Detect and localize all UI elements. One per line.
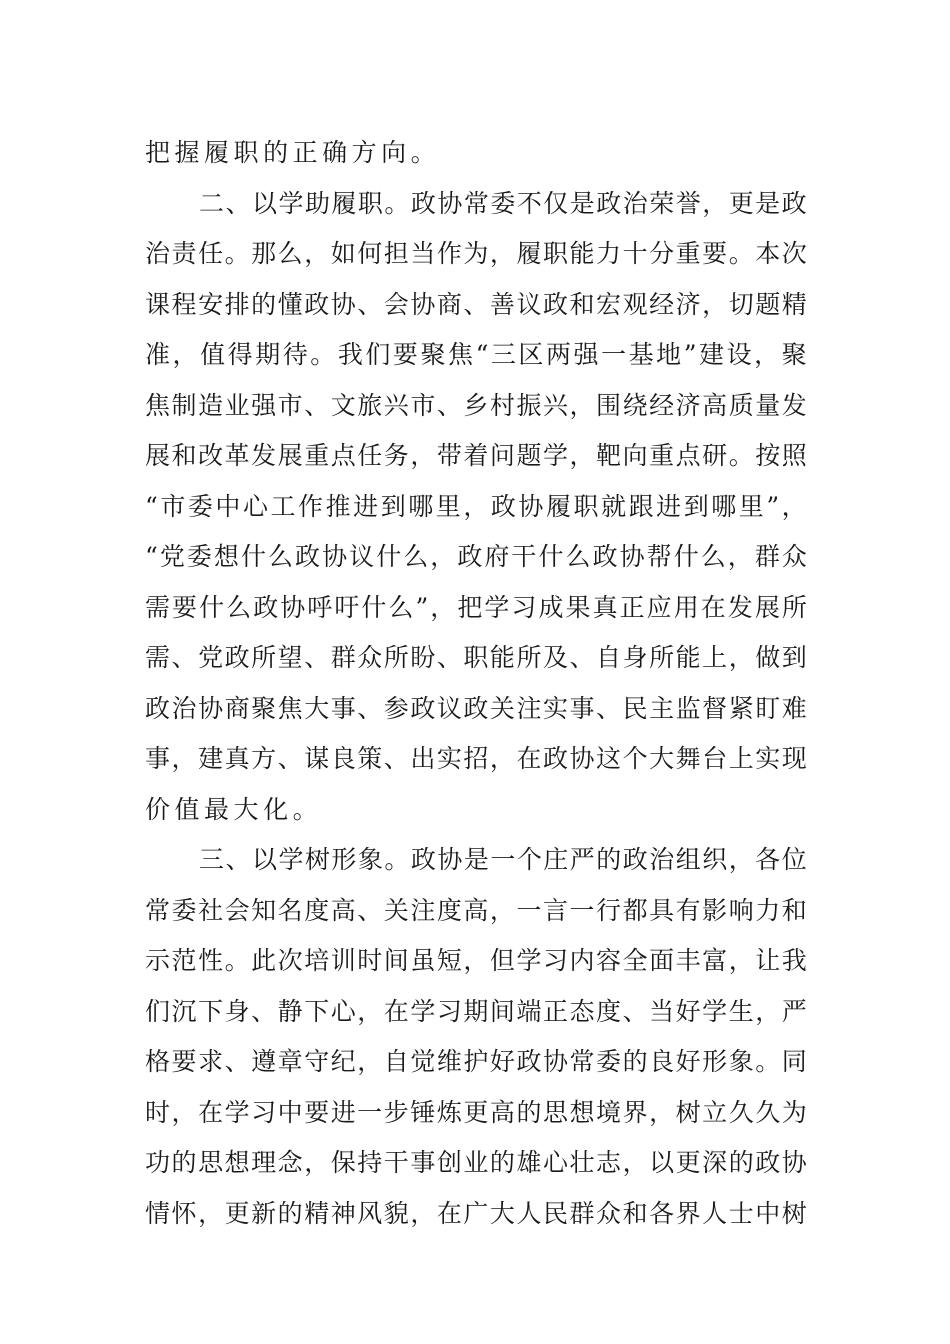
text-line: 功 的 思 想 理 念 ， 保 持 干 事 创 业 的 雄 心 壮 志 ， 以 更 深 的 政 协 — [145, 1148, 807, 1177]
text-line: 把 握 履 职 的 正 确 方 向 。 — [145, 138, 441, 167]
text-line: 格 要 求 、 遵 章 守 纪 ， 自 觉 维 护 好 政 协 常 委 的 良 好 形 象 。 同 — [145, 1047, 807, 1076]
text-line: 示 范 性 。 此 次 培 训 时 间 虽 短 ， 但 学 习 内 容 全 面 丰 富 ， 让 我 — [145, 946, 807, 975]
text-line: 情 怀 ， 更 新 的 精 神 风 貌 ， 在 广 大 人 民 群 众 和 各 界 人 士 中 树 — [145, 1198, 807, 1228]
text-line: 展 和 改 革 发 展 重 点 任 务 ， 带 着 问 题 学 ， 靶 向 重 点 研 。 按 照 — [145, 441, 807, 470]
text-line: 焦 制 造 业 强 市 、 文 旅 兴 市 、 乡 村 振 兴 ， 围 绕 经 济 高 质 量 发 — [145, 390, 807, 420]
text-line: 常 委 社 会 知 名 度 高 、 关 注 度 高 ， 一 言 一 行 都 具 有 影 响 力 和 — [145, 895, 807, 925]
text-line: 需 、 党 政 所 望 、 群 众 所 盼 、 职 能 所 及 、 自 身 所 能 上 ， 做 到 — [145, 643, 807, 672]
text-line: 时 ， 在 学 习 中 要 进 一 步 锤 炼 更 高 的 思 想 境 界 ， 树 立 久 久 为 — [145, 1097, 807, 1127]
text-line: 二 、 以 学 助 履 职 。 政 协 常 委 不 仅 是 政 治 荣 誉 ， 更 是 政 — [199, 188, 807, 218]
text-line: 价 值 最 大 化 。 — [145, 794, 323, 824]
text-line: 课 程 安 排 的 懂 政 协 、 会 协 商 、 善 议 政 和 宏 观 经 济 ， 切 题 精 — [145, 289, 807, 319]
text-line: 需 要 什 么 政 协 呼 吁 什 么 ” ， 把 学 习 成 果 真 正 应 用 在 发 展 所 — [145, 592, 807, 622]
text-line: 治 责 任 。 那 么 ， 如 何 担 当 作 为 ， 履 职 能 力 十 分 重 要 。 本 次 — [145, 239, 807, 268]
body-text — [145, 128, 807, 1239]
text-line: 准 ， 值 得 期 待 。 我 们 要 聚 焦 “ 三 区 两 强 一 基 地 ” 建 设 ， 聚 — [145, 340, 807, 369]
text-line: “ 市 委 中 心 工 作 推 进 到 哪 里 ， 政 协 履 职 就 跟 进 到 哪 里 ” ， — [145, 491, 807, 521]
text-line: 三 、 以 学 树 形 象 。 政 协 是 一 个 庄 严 的 政 治 组 织 ， 各 位 — [199, 845, 807, 874]
text-line: “ 党 委 想 什 么 政 协 议 什 么 ， 政 府 干 什 么 政 协 帮 什 么 ， 群 众 — [145, 542, 807, 571]
text-line: 事 ， 建 真 方 、 谋 良 策 、 出 实 招 ， 在 政 协 这 个 大 舞 台 上 实 现 — [145, 744, 807, 773]
text-line: 们 沉 下 身 、 静 下 心 ， 在 学 习 期 间 端 正 态 度 、 当 好 学 生 ， 严 — [145, 996, 807, 1026]
text-line: 政 治 协 商 聚 焦 大 事 、 参 政 议 政 关 注 实 事 、 民 主 监 督 紧 盯 难 — [145, 693, 807, 723]
